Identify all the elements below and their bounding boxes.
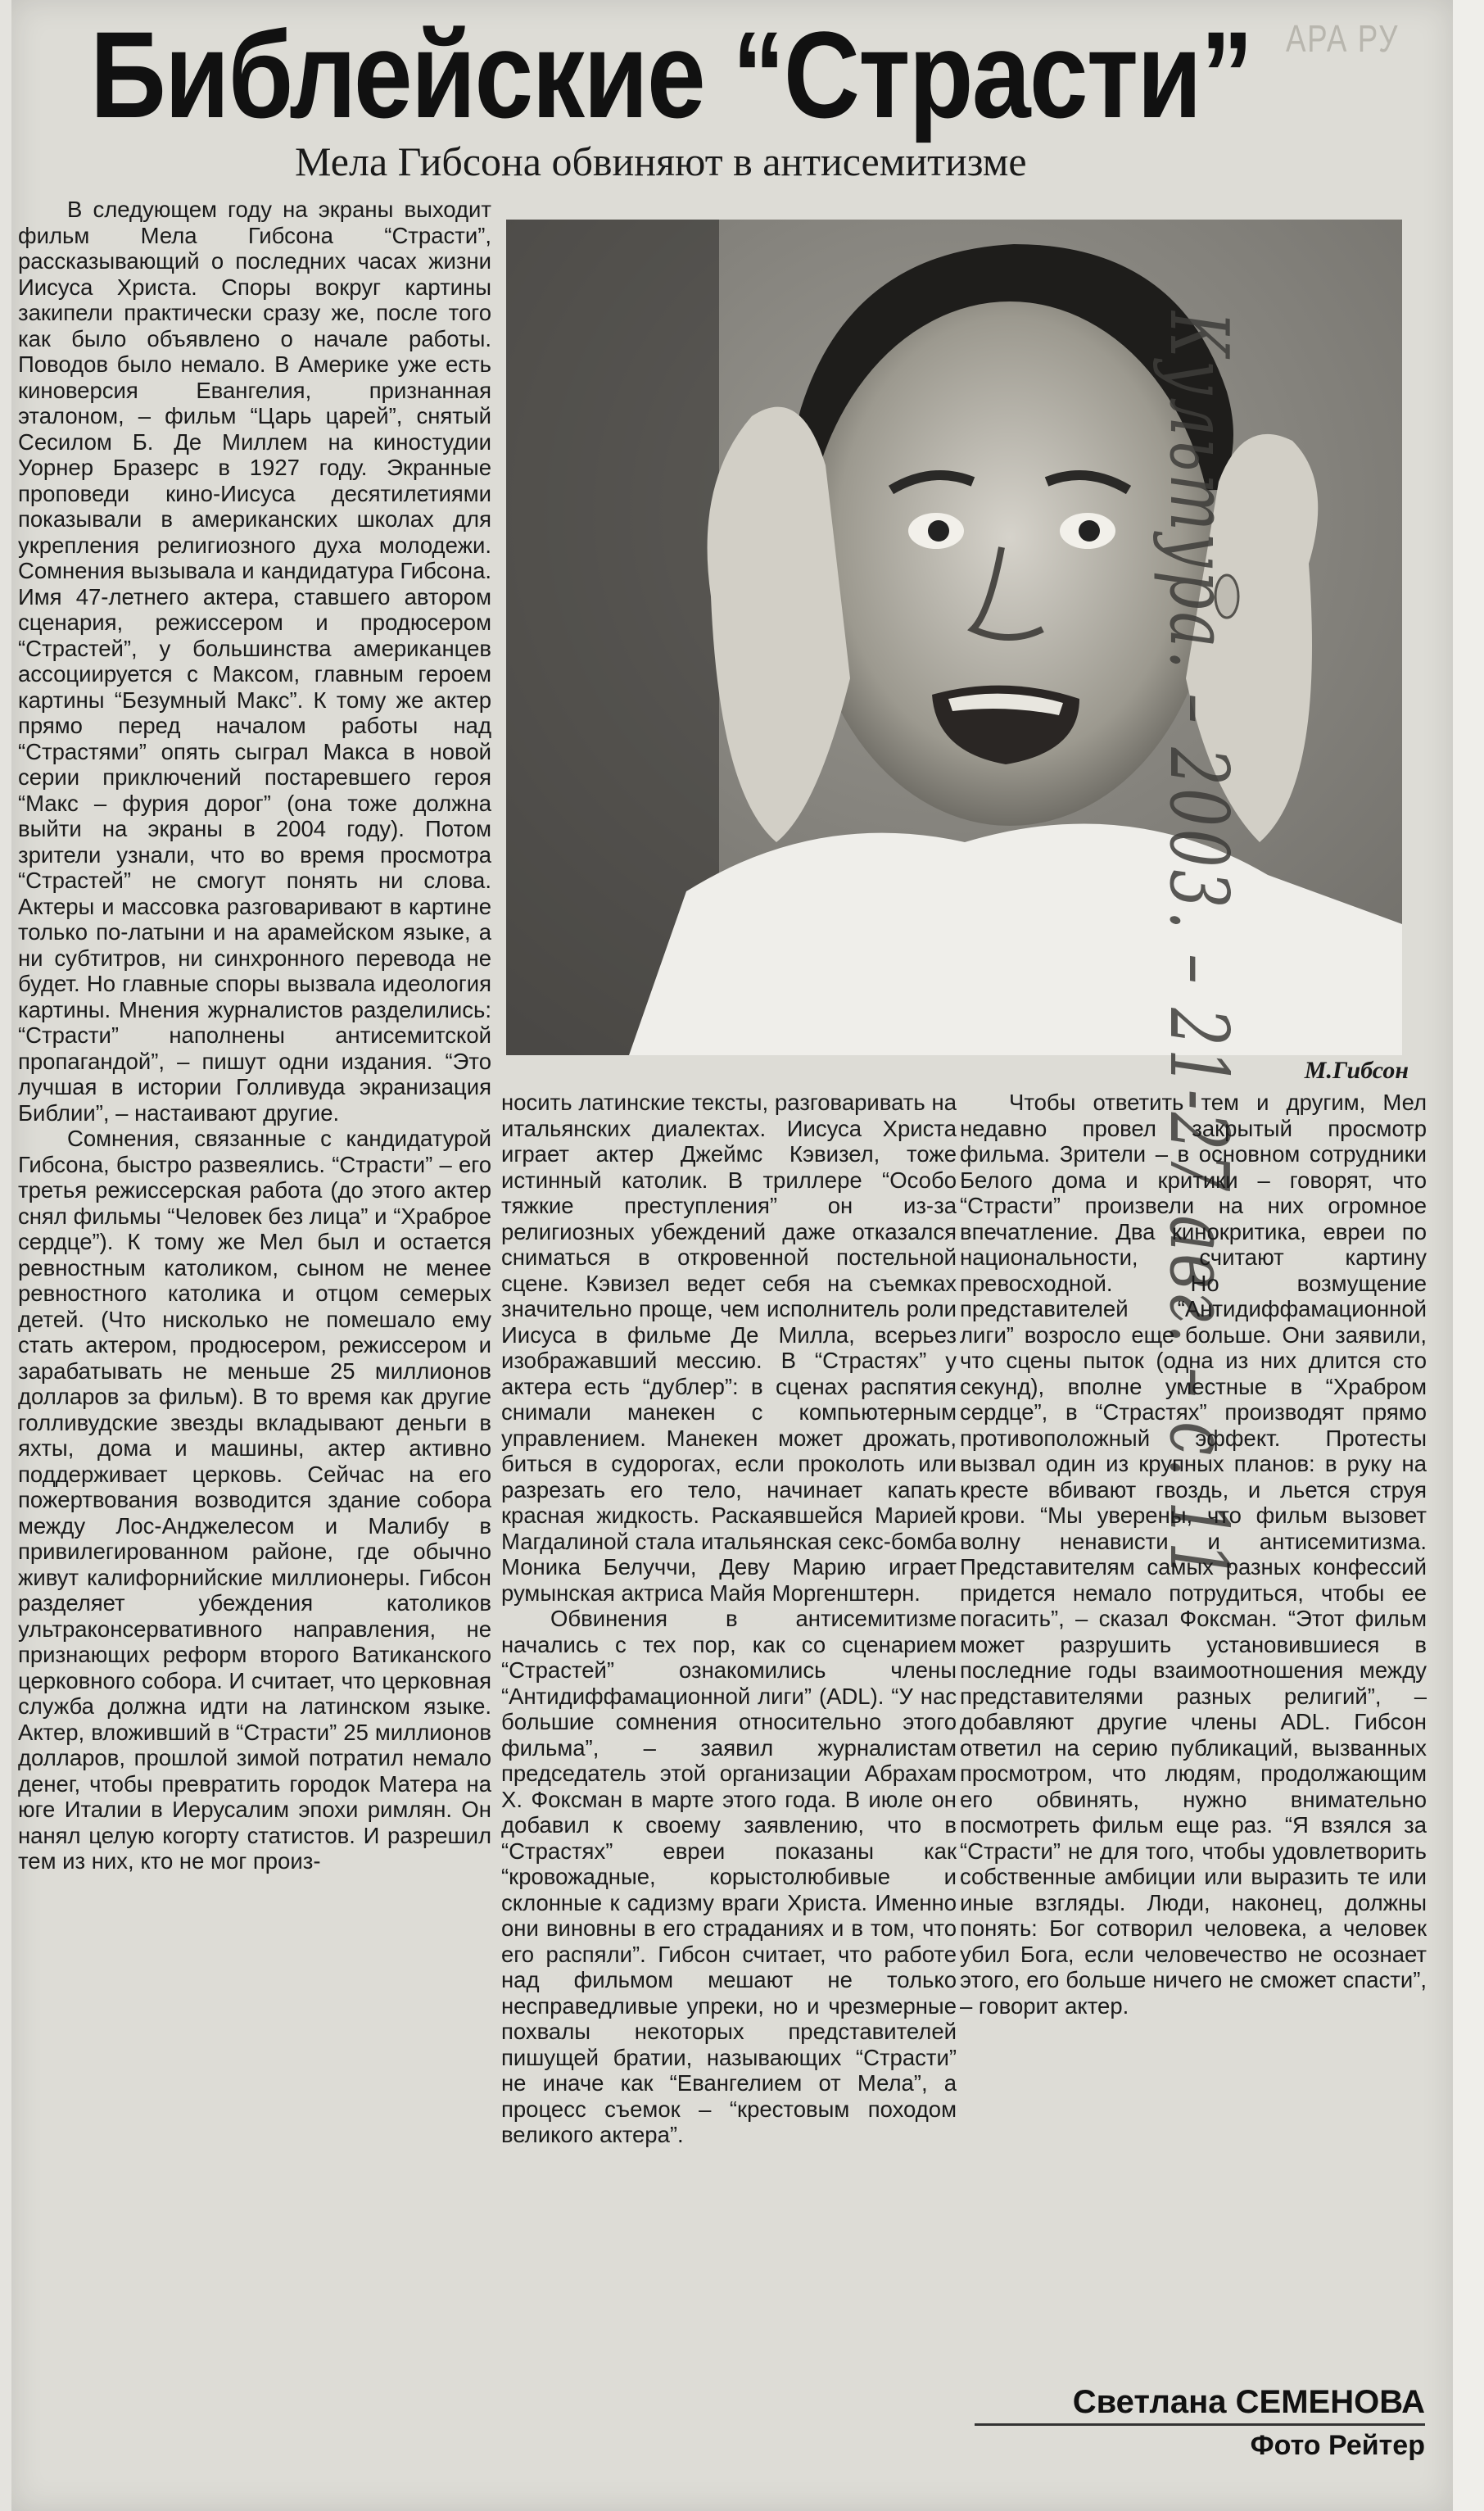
- paragraph: Сомнения, связанные с кандидатурой Гибсона, быстро развеялись. “Страсти” – его третья режиссерская работа (до этого актер снял фильмы “Человек без лица” и “Храброе сердце”). К тому же Мел был и остается ревностным католиком, сыном не менее ревностного католика и отцом семерых детей. (Что нисколько не помешало ему стать актером, продюсером, режиссером и зарабатывать не меньше 25 миллионов долларов за фильм). В то время как другие голливудские звезды вкладывают деньги в яхты, дома и машины, актер активно поддерживает церковь. Сейчас на его пожертвования возводится здание собора между Лос-Анджелесом и Малибу в привилегированном районе, где обычно живут калифорнийские миллионеры. Гибсон разделяет убеждения католиков ультраконсервативного направления, не признающих реформ второго Ватиканского церковного собора. И считает, что церковная служба должна идти на латинском языке. Актер, вложивший в “Страсти” 25 миллионов долларов, прошлой зимой потратил немало денег, чтобы превратить городок Матера на юге Италии в Иерусалим эпохи римлян. Он нанял целую когорту статистов. И разрешил тем из них, кто не мог произ-: [18, 1126, 491, 1874]
- paragraph: В следующем году на экраны выходит фильм Мела Гибсона “Страсти”, рассказывающий о последних часах жизни Иисуса Христа. Споры вокруг картины закипели практически сразу же, после того как было объявлено о начале работы. Поводов было немало. В Америке уже есть киноверсия Евангелия, признанная эталоном, – фильм “Царь царей”, снятый Сесилом Б. Де Миллем на киностудии Уорнер Бразерс в 1927 году. Экранные проповеди кино-Иисуса десятилетиями показывали в американских школах для укрепления религиозного духа молодежи. Сомнения вызывала и кандидатура Гибсона. Имя 47-летнего актера, ставшего автором сценария, режиссером и продюсером “Страстей”, у большинства американцев ассоциируется с Максом, главным героем картины “Безумный Макс”. К тому же актер прямо перед началом работы над “Страстями” опять сыграл Макса в новой серии приключений постаревшего героя “Макс – фурия дорог” (она тоже должна выйти на экраны в 2004 году). Потом зрители узнали, что во время просмотра “Страстей” не смогут понять ни слова. Актеры и массовка разговаривают в картине только по-латыни и на арамейском языке, а ни субтитров, ни синхронного перевода не будет. Но главные споры вызвала идеология картины. Мнения журналистов разделились: “Страсти” наполнены антисемитской пропагандой”, – пишут одни издания. “Это лучшая в истории Голливуда экранизация Библии”, – настаивают другие.: [18, 197, 491, 1126]
- text-column-3: [960, 1090, 1427, 2384]
- photo-credit: Фото Рейтер: [1250, 2430, 1425, 2461]
- text-column-1: [18, 197, 491, 2503]
- paragraph: носить латинские тексты, разговаривать на итальянских диалектах. Иисуса Христа играет актер Джеймс Кэвизел, тоже истинный католик. В триллере “Особо тяжкие преступления” он из-за религиозных убеждений даже отказался сниматься в откровенной постельной сцене. Кэвизел ведет себя на съемках значительно проще, чем исполнитель роли Иисуса в фильме Де Милла, всерьез изображавший мессию. В “Страстях” у актера есть “дублер”: в сценах распятия снимали манекен с компьютерным управлением. Манекен может дрожать, биться в судорогах, если проколоть или разрезать его тело, начинает капать красная жидкость. Раскаявшейся Марией Магдалиной стала итальянская секс-бомба Моника Белуччи, Деву Марию играет румынская актриса Майя Моргенштерн.: [501, 1090, 957, 1606]
- page-margin: [1453, 0, 1484, 2511]
- handwritten-annotation: [1151, 311, 1245, 569]
- portrait-photo-icon: [506, 220, 1402, 1055]
- paragraph: Обвинения в антисемитизме начались с тех пор, как со сценарием “Страстей” ознакомились члены “Антидиффамационной лиги” (ADL). “У нас большие сомнения относительно этого фильма”, – заявил журналистам председатель этой организации Абрахам Х. Фоксман в марте этого года. В июле он добавил к своему заявлению, что в “Страстях” евреи показаны как “кровожадные, корыстолюбивые и склонные к садизму враги Христа. Именно они виновны в его страданиях и в том, что его распяли”. Гибсон считает, что работе над фильмом мешают не только несправедливые упреки, но и чрезмерные похвалы некоторых представителей пишущей братии, называющих “Страсти” не иначе как “Евангелием от Мела”, а процесс съемок – “крестовым походом великого актера”.: [501, 1606, 957, 2147]
- text-column-2: [501, 1090, 957, 2507]
- bleed-through-text: АРА РУ: [1286, 17, 1400, 60]
- author-byline: Светлана СЕМЕНОВА: [1072, 2384, 1425, 2420]
- divider: [975, 2423, 1425, 2426]
- portrait-photo: [506, 220, 1402, 1055]
- photo-caption: М.Гибсон: [1304, 1057, 1409, 1084]
- paragraph: Чтобы ответить тем и другим, Мел недавно провел закрытый просмотр фильма. Зрители – в основном сотрудники Белого дома и критики – говорят, что “Страсти” произвели на них огромное впечатление. Два кинокритика, евреи по национальности, считают картину превосходной. Но возмущение представителей “Антидиффамационной лиги” возросло еще больше. Они заявили, что сцены пыток (одна из них длится сто секунд), вполне уместные в “Храбром сердце”, в “Страстях” производят прямо противоположный эффект. Протесты вызвал один из крупных планов: в руку на кресте вбивают гвоздь, и льется струя крови. “Мы уверены, что фильм вызовет волну ненависти и антисемитизма. Представителям самых разных конфессий придется немало потрудиться, чтобы ее погасить”, – сказал Фоксман. “Этот фильм может разрушить установившиеся в последние годы взаимоотношения между представителями разных религий”, – добавляют другие члены ADL. Гибсон ответил на серию публикаций, вызванных просмотром, что людям, продолжающим его обвинять, нужно внимательно посмотреть фильм еще раз. “Я взялся за “Страсти” не для того, чтобы удовлетворить собственные амбиции или выразить те или иные взгляды. Люди, наконец, должны понять: Бог сотворил человека, а человек убил Бога, если человечество не осознает этого, его больше ничего не сможет спасти”, – говорит актер.: [960, 1090, 1427, 2019]
- article-subtitle: Мела Гибсона обвиняют в антисемитизме: [295, 138, 1027, 184]
- article-headline: Библейские “Страсти”: [90, 6, 1252, 143]
